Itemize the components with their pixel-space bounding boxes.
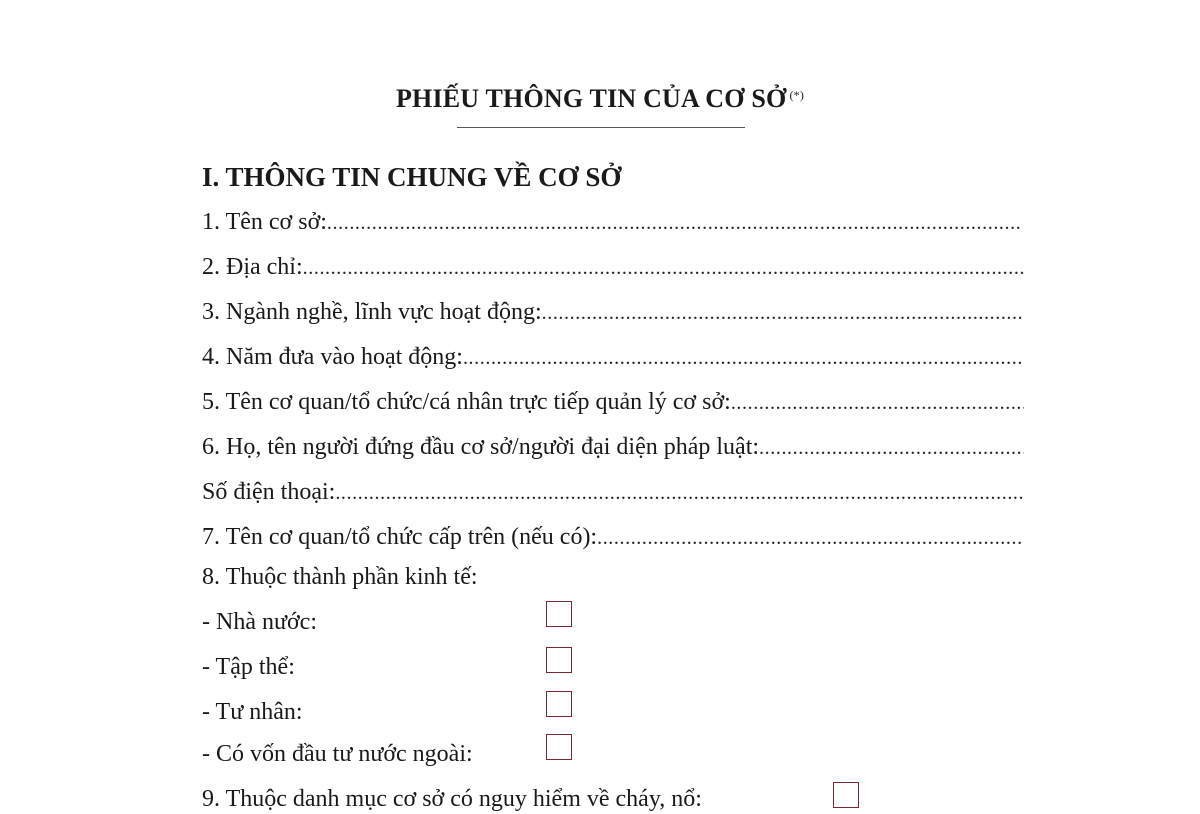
field-managing-agency[interactable] bbox=[202, 387, 1024, 418]
fill-in-dots[interactable] bbox=[597, 523, 1024, 553]
fill-in-dots[interactable] bbox=[731, 388, 1024, 418]
option-label-collective: - Tập thể: bbox=[202, 654, 295, 680]
field-label: 7. Tên cơ quan/tổ chức cấp trên (nếu có): bbox=[202, 524, 598, 550]
fill-in-dots[interactable] bbox=[542, 298, 1024, 328]
option-label-foreign-investment: - Có vốn đầu tư nước ngoài: bbox=[202, 741, 473, 767]
option-label-private: - Tư nhân: bbox=[202, 699, 303, 725]
checkbox-fire-hazard[interactable] bbox=[833, 782, 859, 808]
field-label: 3. Ngành nghề, lĩnh vực hoạt động: bbox=[202, 299, 542, 325]
fill-in-dots[interactable] bbox=[335, 478, 1024, 508]
field-label: 2. Địa chỉ: bbox=[202, 254, 303, 280]
fill-in-dots[interactable] bbox=[327, 208, 1020, 238]
form-title-text: PHIẾU THÔNG TIN CỦA CƠ SỞ bbox=[395, 84, 787, 113]
field-parent-agency[interactable] bbox=[202, 522, 1024, 553]
field-facility-name[interactable] bbox=[202, 207, 1020, 238]
checkbox-collective[interactable] bbox=[546, 647, 572, 673]
fill-in-dots[interactable] bbox=[759, 433, 1024, 463]
title-divider bbox=[457, 127, 745, 128]
field-phone-number[interactable] bbox=[202, 477, 1024, 508]
checkbox-private[interactable] bbox=[546, 691, 572, 717]
field-legal-representative[interactable] bbox=[202, 432, 1024, 463]
field-label: Số điện thoại: bbox=[202, 479, 336, 505]
fill-in-dots[interactable] bbox=[463, 343, 1024, 373]
option-label-state: - Nhà nước: bbox=[202, 609, 317, 635]
field-industry[interactable] bbox=[202, 297, 1024, 328]
form-title bbox=[0, 82, 1200, 116]
field-label: 5. Tên cơ quan/tổ chức/cá nhân trực tiếp quản lý cơ sở: bbox=[202, 389, 731, 415]
section-heading: I. THÔNG TIN CHUNG VỀ CƠ SỞ bbox=[202, 162, 622, 192]
field-start-year[interactable] bbox=[202, 342, 1024, 373]
checkbox-state[interactable] bbox=[546, 601, 572, 627]
checkbox-foreign-investment[interactable] bbox=[546, 734, 572, 760]
fill-in-dots[interactable] bbox=[303, 253, 1024, 283]
fire-hazard-label: 9. Thuộc danh mục cơ sở có nguy hiểm về cháy, nổ: bbox=[202, 786, 702, 812]
field-address[interactable] bbox=[202, 252, 1024, 283]
field-label: 4. Năm đưa vào hoạt động: bbox=[202, 344, 463, 370]
field-label: 1. Tên cơ sở: bbox=[202, 209, 327, 235]
economic-sector-label: 8. Thuộc thành phần kinh tế: bbox=[202, 564, 478, 590]
field-label: 6. Họ, tên người đứng đầu cơ sở/người đại diện pháp luật: bbox=[202, 434, 760, 460]
footnote-mark: (*) bbox=[789, 88, 805, 102]
